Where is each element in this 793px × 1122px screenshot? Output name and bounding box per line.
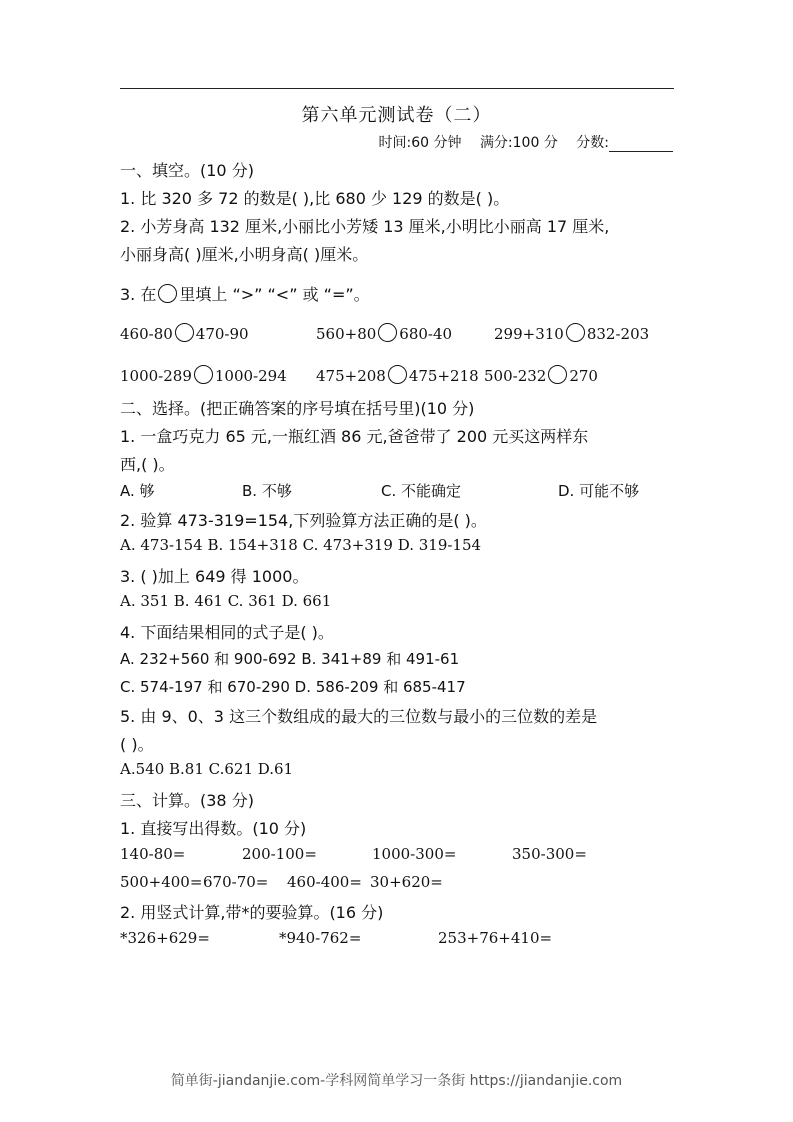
page-title: 第六单元测试卷（二） [301, 105, 492, 126]
compare-item: 460-80 470-90 [120, 325, 249, 343]
s2-q1-line2: 西,( )。 [120, 455, 175, 474]
s2-q1-option-d: D. 可能不够 [558, 482, 640, 500]
s2-q1-line1: 1. 一盒巧克力 65 元,一瓶红酒 86 元,爸爸带了 200 元买这两样东 [120, 427, 589, 446]
s2-q1-option-c: C. 不能确定 [381, 482, 462, 500]
section3-heading: 三、计算。(38 分) [120, 791, 254, 810]
score-blank [609, 137, 673, 152]
section1-heading: 一、填空。(10 分) [120, 161, 254, 180]
s1-q2-line2: 小丽身高( )厘米,小明身高( )厘米。 [120, 245, 369, 264]
calc-item: 1000-300= [372, 845, 457, 863]
s1-q1: 1. 比 320 多 72 的数是( ),比 680 少 129 的数是( )。 [120, 189, 510, 208]
s2-q4-options-1: A. 232+560 和 900-692 B. 341+89 和 491-61 [120, 650, 460, 668]
s2-q5-options: A.540 B.81 C.621 D.61 [120, 760, 294, 778]
compare-item: 1000-289 1000-294 [120, 367, 287, 385]
calc-item: *940-762= [279, 929, 362, 947]
exam-meta [365, 132, 674, 152]
calc-item: 30+620= [370, 873, 443, 891]
calc-item: 460-400= [287, 873, 362, 891]
time-label: 时间:60 分钟 [378, 135, 462, 151]
calc-item: *326+629= [120, 929, 210, 947]
s2-q2: 2. 验算 473-319=154,下列验算方法正确的是( )。 [120, 511, 487, 530]
s1-q2-line1: 2. 小芳身高 132 厘米,小丽比小芳矮 13 厘米,小明比小丽高 17 厘米, [120, 217, 610, 236]
compare-item: 500-232 270 [484, 367, 598, 385]
compare-circle[interactable] [548, 365, 567, 384]
s2-q4-options-2: C. 574-197 和 670-290 D. 586-209 和 685-417 [120, 678, 466, 696]
calc-item: 350-300= [512, 845, 587, 863]
calc-item: 500+400= [120, 873, 203, 891]
calc-item: 140-80= [120, 845, 186, 863]
compare-circle[interactable] [566, 323, 585, 342]
s1-q3 [120, 282, 370, 305]
compare-circle[interactable] [378, 323, 397, 342]
s2-q4: 4. 下面结果相同的式子是( )。 [120, 623, 334, 642]
s1-q3-prefix: 3. 在 [120, 285, 157, 304]
s2-q2-options: A. 473-154 B. 154+318 C. 473+319 D. 319-154 [120, 536, 482, 554]
calc-item: 253+76+410= [438, 929, 553, 947]
compare-circle[interactable] [175, 323, 194, 342]
s2-q3: 3. ( )加上 649 得 1000。 [120, 567, 309, 586]
s2-q5-line1: 5. 由 9、0、3 这三个数组成的最大的三位数与最小的三位数的差是 [120, 707, 598, 726]
full-score-label: 满分:100 分 [479, 135, 558, 151]
calc-item: 200-100= [242, 845, 317, 863]
compare-circle[interactable] [388, 365, 407, 384]
s3-q1: 1. 直接写出得数。(10 分) [120, 819, 307, 838]
compare-item: 299+310 832-203 [494, 325, 650, 343]
footer-watermark: 简单街-jiandanjie.com-学科网简单学习一条街 https://jiandanjie.com [170, 1073, 623, 1089]
s3-q2: 2. 用竖式计算,带*的要验算。(16 分) [120, 903, 384, 922]
top-rule [120, 88, 674, 89]
compare-item: 560+80 680-40 [316, 325, 453, 343]
s2-q1-option-a: A. 够 [120, 482, 155, 500]
section2-heading: 二、选择。(把正确答案的序号填在括号里)(10 分) [120, 399, 475, 418]
circle-icon [158, 284, 177, 303]
calc-item: 670-70= [203, 873, 269, 891]
compare-item: 475+208 475+218 [316, 367, 479, 385]
compare-circle[interactable] [194, 365, 213, 384]
s1-q3-suffix: 里填上 “>” “<” 或 “=”。 [179, 285, 370, 304]
s2-q3-options: A. 351 B. 461 C. 361 D. 661 [120, 592, 332, 610]
s2-q5-line2: ( )。 [120, 735, 154, 754]
s2-q1-option-b: B. 不够 [242, 482, 292, 500]
score-label: 分数: [576, 135, 609, 151]
